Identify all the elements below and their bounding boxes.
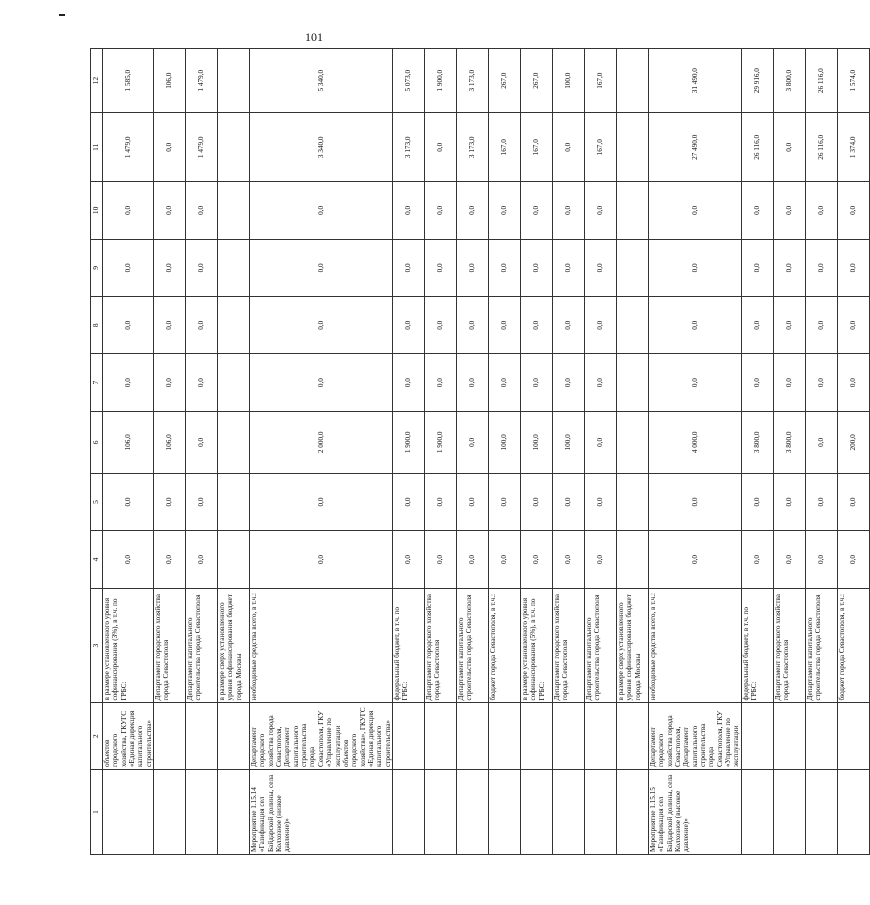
amount-cell: 106,0 xyxy=(103,411,154,473)
amount-cell: 0,0 xyxy=(805,239,837,296)
amount-cell xyxy=(616,182,648,239)
amount-cell: 1 900,0 xyxy=(424,49,456,113)
table-row xyxy=(805,49,837,855)
amount-cell: 0,0 xyxy=(552,182,584,239)
amount-cell: 0,0 xyxy=(250,473,393,530)
funding-source-cell: бюджет города Севастополя, в т.ч.: xyxy=(837,588,869,703)
funding-source-cell: необходимые средства всего, в т.ч.: xyxy=(648,588,741,703)
amount-cell: 0,0 xyxy=(456,297,488,354)
amount-cell xyxy=(616,531,648,588)
amount-cell: 0,0 xyxy=(488,239,520,296)
funding-source-cell: в размере сверх установленного уровня софинансирования бюджет города Москвы xyxy=(218,588,250,703)
amount-cell: 0,0 xyxy=(552,531,584,588)
measure-cell xyxy=(584,770,616,855)
amount-cell: 0,0 xyxy=(741,182,773,239)
amount-cell: 0,0 xyxy=(103,182,154,239)
amount-cell: 1 479,0 xyxy=(186,113,218,182)
amount-cell: 0,0 xyxy=(103,531,154,588)
amount-cell xyxy=(218,531,250,588)
amount-cell xyxy=(616,239,648,296)
amount-cell: 0,0 xyxy=(805,411,837,473)
measure-cell xyxy=(616,770,648,855)
executor-cell: Департамент городского хозяйства города Севастополя, Департамент капитального строительства города Севастополя, ГКУ «Управление по эксплуатации xyxy=(648,703,741,770)
amount-cell: 0,0 xyxy=(186,473,218,530)
amount-cell: 0,0 xyxy=(837,182,869,239)
amount-cell: 0,0 xyxy=(250,354,393,411)
amount-cell: 0,0 xyxy=(741,239,773,296)
amount-cell: 167,0 xyxy=(584,49,616,113)
amount-cell: 0,0 xyxy=(648,182,741,239)
executor-cell xyxy=(520,703,552,770)
amount-cell: 0,0 xyxy=(648,531,741,588)
amount-cell: 26 116,0 xyxy=(805,49,837,113)
amount-cell: 0,0 xyxy=(741,531,773,588)
amount-cell: 0,0 xyxy=(424,531,456,588)
amount-cell: 0,0 xyxy=(392,473,424,530)
amount-cell: 167,0 xyxy=(520,113,552,182)
amount-cell: 0,0 xyxy=(584,239,616,296)
amount-cell: 0,0 xyxy=(584,354,616,411)
amount-cell xyxy=(218,239,250,296)
column-header: 2 xyxy=(91,703,103,770)
column-header: 12 xyxy=(91,49,103,113)
measure-cell xyxy=(154,770,186,855)
amount-cell: 0,0 xyxy=(773,113,805,182)
executor-cell xyxy=(584,703,616,770)
amount-cell: 0,0 xyxy=(584,473,616,530)
measure-cell xyxy=(741,770,773,855)
scan-mark xyxy=(59,14,65,16)
executor-cell xyxy=(805,703,837,770)
funding-source-cell: Департамент городского хозяйства города Севастополя xyxy=(773,588,805,703)
column-header: 3 xyxy=(91,588,103,703)
column-header: 8 xyxy=(91,297,103,354)
table-row xyxy=(552,49,584,855)
amount-cell: 0,0 xyxy=(741,354,773,411)
amount-cell: 0,0 xyxy=(805,473,837,530)
amount-cell: 1 574,0 xyxy=(837,49,869,113)
amount-cell: 167,0 xyxy=(488,113,520,182)
rotated-table-container xyxy=(90,0,858,855)
amount-cell: 0,0 xyxy=(520,531,552,588)
amount-cell xyxy=(218,297,250,354)
amount-cell xyxy=(616,297,648,354)
amount-cell xyxy=(616,411,648,473)
funding-source-cell: Департамент капитального строительства города Севастополя xyxy=(584,588,616,703)
amount-cell: 0,0 xyxy=(456,239,488,296)
amount-cell: 29 916,0 xyxy=(741,49,773,113)
amount-cell: 0,0 xyxy=(186,182,218,239)
amount-cell: 0,0 xyxy=(186,354,218,411)
column-header: 1 xyxy=(91,770,103,855)
amount-cell: 0,0 xyxy=(456,473,488,530)
amount-cell: 1 900,0 xyxy=(392,411,424,473)
amount-cell: 0,0 xyxy=(488,182,520,239)
amount-cell: 0,0 xyxy=(186,411,218,473)
amount-cell: 1 374,0 xyxy=(837,113,869,182)
executor-cell xyxy=(616,703,648,770)
funding-source-cell: в размере установленного уровня софинансирования (3%), в т.ч. по ГРБС: xyxy=(103,588,154,703)
table-row xyxy=(424,49,456,855)
amount-cell: 0,0 xyxy=(773,531,805,588)
amount-cell: 0,0 xyxy=(837,473,869,530)
funding-source-cell: Департамент городского хозяйства города Севастополя xyxy=(424,588,456,703)
amount-cell: 1 479,0 xyxy=(103,113,154,182)
executor-cell xyxy=(218,703,250,770)
measure-cell xyxy=(424,770,456,855)
amount-cell: 100,0 xyxy=(520,411,552,473)
table-row xyxy=(186,49,218,855)
funding-source-cell: Департамент капитального строительства города Севастополя xyxy=(456,588,488,703)
table-row xyxy=(488,49,520,855)
amount-cell: 1 900,0 xyxy=(424,411,456,473)
amount-cell: 0,0 xyxy=(154,473,186,530)
amount-cell: 0,0 xyxy=(805,297,837,354)
amount-cell: 0,0 xyxy=(552,239,584,296)
column-header: 10 xyxy=(91,182,103,239)
amount-cell: 106,0 xyxy=(154,49,186,113)
amount-cell: 26 116,0 xyxy=(741,113,773,182)
amount-cell xyxy=(218,182,250,239)
amount-cell: 0,0 xyxy=(424,354,456,411)
amount-cell: 4 000,0 xyxy=(648,411,741,473)
amount-cell: 0,0 xyxy=(424,239,456,296)
funding-source-cell: федеральный бюджет, в т.ч. по ГРБС: xyxy=(741,588,773,703)
amount-cell: 0,0 xyxy=(456,531,488,588)
amount-cell: 0,0 xyxy=(424,473,456,530)
amount-cell: 0,0 xyxy=(741,473,773,530)
amount-cell xyxy=(218,411,250,473)
table-row xyxy=(218,49,250,855)
funding-source-cell: Департамент городского хозяйства города Севастополя xyxy=(552,588,584,703)
column-header: 5 xyxy=(91,473,103,530)
amount-cell: 200,0 xyxy=(837,411,869,473)
measure-cell xyxy=(520,770,552,855)
amount-cell: 0,0 xyxy=(103,354,154,411)
executor-cell xyxy=(154,703,186,770)
measure-cell xyxy=(103,770,154,855)
amount-cell: 0,0 xyxy=(456,411,488,473)
table-row xyxy=(456,49,488,855)
amount-cell: 0,0 xyxy=(520,473,552,530)
amount-cell: 267,0 xyxy=(488,49,520,113)
executor-cell xyxy=(741,703,773,770)
amount-cell xyxy=(616,113,648,182)
amount-cell: 3 800,0 xyxy=(773,49,805,113)
executor-cell xyxy=(186,703,218,770)
executor-cell xyxy=(424,703,456,770)
amount-cell xyxy=(616,354,648,411)
amount-cell: 0,0 xyxy=(648,239,741,296)
amount-cell xyxy=(616,49,648,113)
amount-cell: 0,0 xyxy=(584,531,616,588)
measure-cell xyxy=(552,770,584,855)
amount-cell xyxy=(616,473,648,530)
funding-source-cell: Департамент капитального строительства города Севастополя xyxy=(186,588,218,703)
amount-cell: 0,0 xyxy=(773,354,805,411)
executor-cell xyxy=(488,703,520,770)
amount-cell: 0,0 xyxy=(154,113,186,182)
executor-cell xyxy=(773,703,805,770)
amount-cell: 100,0 xyxy=(552,411,584,473)
amount-cell: 5 340,0 xyxy=(250,49,393,113)
amount-cell: 5 073,0 xyxy=(392,49,424,113)
amount-cell xyxy=(218,473,250,530)
amount-cell: 3 800,0 xyxy=(773,411,805,473)
column-header: 4 xyxy=(91,531,103,588)
executor-cell xyxy=(837,703,869,770)
amount-cell: 0,0 xyxy=(837,297,869,354)
amount-cell: 0,0 xyxy=(488,473,520,530)
column-header: 11 xyxy=(91,113,103,182)
amount-cell: 0,0 xyxy=(154,531,186,588)
amount-cell: 0,0 xyxy=(392,531,424,588)
executor-cell: Департамент городского хозяйства города Севастополя, Департамент капитального строительства города Севастополя, ГКУ «Управление по эксплуатации объектов городского хозяйства», ГКУГС «Единая дирекция капитального строительства» xyxy=(250,703,393,770)
amount-cell: 0,0 xyxy=(250,182,393,239)
table-row xyxy=(741,49,773,855)
measure-cell xyxy=(456,770,488,855)
amount-cell: 0,0 xyxy=(552,113,584,182)
amount-cell: 0,0 xyxy=(103,239,154,296)
table-row xyxy=(837,49,869,855)
amount-cell: 3 800,0 xyxy=(741,411,773,473)
measure-cell xyxy=(218,770,250,855)
amount-cell: 0,0 xyxy=(392,297,424,354)
amount-cell: 0,0 xyxy=(424,182,456,239)
amount-cell: 0,0 xyxy=(103,297,154,354)
amount-cell: 0,0 xyxy=(773,239,805,296)
table-row xyxy=(616,49,648,855)
funding-source-cell: федеральный бюджет, в т.ч. по ГРБС: xyxy=(392,588,424,703)
table-row xyxy=(520,49,552,855)
funding-source-cell: в размере установленного уровня софинансирования (5%), в т.ч. по ГРБС: xyxy=(520,588,552,703)
amount-cell: 0,0 xyxy=(488,531,520,588)
amount-cell: 0,0 xyxy=(154,354,186,411)
amount-cell: 0,0 xyxy=(584,411,616,473)
amount-cell: 0,0 xyxy=(456,354,488,411)
funding-source-cell: Департамент городского хозяйства города Севастополя xyxy=(154,588,186,703)
measure-cell: Мероприятие 1.15.15 «Газификация сел Байдарской долины, села Колхозное (высокое давление)» xyxy=(648,770,741,855)
amount-cell: 3 173,0 xyxy=(456,49,488,113)
budget-table xyxy=(90,48,870,855)
amount-cell: 0,0 xyxy=(392,354,424,411)
measure-cell xyxy=(488,770,520,855)
funding-source-cell: в размере сверх установленного уровня софинансирования бюджет города Москвы xyxy=(616,588,648,703)
table-row xyxy=(648,49,741,855)
column-header: 9 xyxy=(91,239,103,296)
amount-cell: 0,0 xyxy=(552,473,584,530)
amount-cell xyxy=(218,49,250,113)
executor-cell xyxy=(392,703,424,770)
amount-cell: 0,0 xyxy=(186,297,218,354)
amount-cell xyxy=(218,354,250,411)
funding-source-cell: бюджет города Севастополя, в т.ч.: xyxy=(488,588,520,703)
column-number-row xyxy=(91,49,103,855)
amount-cell: 1 479,0 xyxy=(186,49,218,113)
table-row xyxy=(250,49,393,855)
column-header: 6 xyxy=(91,411,103,473)
column-header: 7 xyxy=(91,354,103,411)
measure-cell xyxy=(392,770,424,855)
table-row xyxy=(103,49,154,855)
amount-cell: 267,0 xyxy=(520,49,552,113)
amount-cell: 0,0 xyxy=(250,297,393,354)
amount-cell: 1 585,0 xyxy=(103,49,154,113)
amount-cell: 0,0 xyxy=(837,239,869,296)
amount-cell: 0,0 xyxy=(773,182,805,239)
amount-cell: 0,0 xyxy=(648,473,741,530)
amount-cell: 27 490,0 xyxy=(648,113,741,182)
amount-cell: 0,0 xyxy=(250,531,393,588)
measure-cell xyxy=(186,770,218,855)
amount-cell: 0,0 xyxy=(837,531,869,588)
amount-cell: 0,0 xyxy=(584,297,616,354)
table-row xyxy=(584,49,616,855)
amount-cell: 0,0 xyxy=(186,239,218,296)
amount-cell: 0,0 xyxy=(424,297,456,354)
amount-cell: 0,0 xyxy=(154,297,186,354)
measure-cell xyxy=(837,770,869,855)
table-body xyxy=(91,49,870,855)
amount-cell: 0,0 xyxy=(805,182,837,239)
amount-cell: 3 173,0 xyxy=(456,113,488,182)
amount-cell: 106,0 xyxy=(154,411,186,473)
amount-cell: 100,0 xyxy=(488,411,520,473)
amount-cell: 0,0 xyxy=(250,239,393,296)
amount-cell: 0,0 xyxy=(741,297,773,354)
amount-cell: 26 116,0 xyxy=(805,113,837,182)
amount-cell: 0,0 xyxy=(805,531,837,588)
amount-cell: 0,0 xyxy=(456,182,488,239)
amount-cell: 0,0 xyxy=(805,354,837,411)
measure-cell: Мероприятие 1.15.14 «Газификация сел Байдарской долины, села Колхозное (низкое давление)» xyxy=(250,770,393,855)
amount-cell: 0,0 xyxy=(552,354,584,411)
table-row xyxy=(773,49,805,855)
amount-cell: 0,0 xyxy=(154,182,186,239)
amount-cell: 0,0 xyxy=(392,182,424,239)
amount-cell: 0,0 xyxy=(648,354,741,411)
amount-cell: 0,0 xyxy=(520,182,552,239)
amount-cell: 0,0 xyxy=(584,182,616,239)
amount-cell: 0,0 xyxy=(424,113,456,182)
amount-cell: 0,0 xyxy=(488,297,520,354)
amount-cell: 0,0 xyxy=(488,354,520,411)
amount-cell: 0,0 xyxy=(773,297,805,354)
funding-source-cell: Департамент капитального строительства города Севастополя xyxy=(805,588,837,703)
table-row xyxy=(154,49,186,855)
amount-cell: 2 000,0 xyxy=(250,411,393,473)
amount-cell: 0,0 xyxy=(520,354,552,411)
amount-cell: 3 173,0 xyxy=(392,113,424,182)
page-number: 101 xyxy=(305,30,323,44)
table-row xyxy=(392,49,424,855)
amount-cell: 100,0 xyxy=(552,49,584,113)
amount-cell: 0,0 xyxy=(392,239,424,296)
funding-source-cell: необходимые средства всего, в т.ч.: xyxy=(250,588,393,703)
amount-cell: 3 340,0 xyxy=(250,113,393,182)
amount-cell: 167,0 xyxy=(584,113,616,182)
amount-cell: 0,0 xyxy=(186,531,218,588)
measure-cell xyxy=(805,770,837,855)
executor-cell xyxy=(552,703,584,770)
amount-cell: 0,0 xyxy=(520,297,552,354)
amount-cell: 0,0 xyxy=(154,239,186,296)
amount-cell: 0,0 xyxy=(648,297,741,354)
amount-cell: 31 490,0 xyxy=(648,49,741,113)
executor-cell xyxy=(456,703,488,770)
amount-cell: 0,0 xyxy=(837,354,869,411)
amount-cell xyxy=(218,113,250,182)
executor-cell: объектов городского хозяйства, ГКУГС «Единая дирекция капитального строительства» xyxy=(103,703,154,770)
amount-cell: 0,0 xyxy=(103,473,154,530)
measure-cell xyxy=(773,770,805,855)
amount-cell: 0,0 xyxy=(520,239,552,296)
amount-cell: 0,0 xyxy=(773,473,805,530)
amount-cell: 0,0 xyxy=(552,297,584,354)
